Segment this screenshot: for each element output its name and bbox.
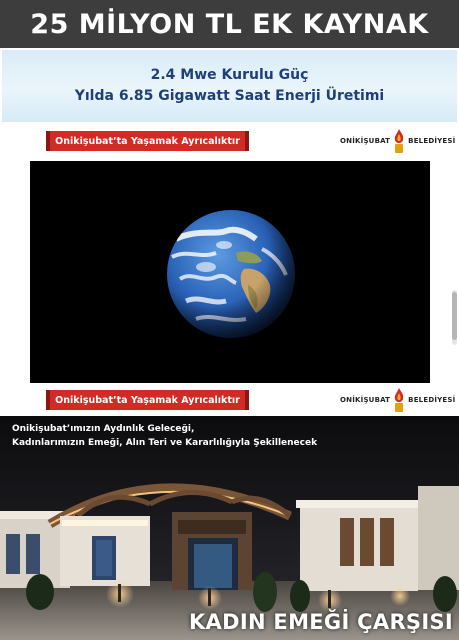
municipality-brand <box>340 386 455 414</box>
scrollbar[interactable] <box>452 290 457 345</box>
brand-name-right: BELEDİYESİ <box>408 137 456 145</box>
slogan-banner <box>50 131 245 151</box>
municipality-brand <box>340 127 455 155</box>
bazaar-rendering-image <box>0 416 459 640</box>
earth-video-player[interactable] <box>30 161 430 383</box>
headline-text: 25 MİLYON TL EK KAYNAK <box>30 8 429 40</box>
slogan-text: Onikişubat’ta Yaşamak Ayrıcalıktır <box>55 135 240 147</box>
energy-slide <box>0 0 459 158</box>
video-slide <box>0 158 459 414</box>
caption-line-1: Onikişubat’ımızın Aydınlık Geleceği, <box>12 424 195 434</box>
brand-name-left: ONİKİŞUBAT <box>340 396 391 404</box>
slide-footer <box>0 383 459 417</box>
municipality-flame-logo-icon <box>392 387 406 413</box>
headline-bar <box>0 0 459 48</box>
municipality-flame-logo-icon <box>392 128 406 154</box>
slogan-banner <box>50 390 245 410</box>
caption-line-2: Kadınlarımızın Emeği, Alın Teri ve Kararlılığıyla Şekillenecek <box>12 438 318 448</box>
scrollbar-thumb[interactable] <box>452 292 457 340</box>
brand-name-left: ONİKİŞUBAT <box>340 137 391 145</box>
slogan-text: Onikişubat’ta Yaşamak Ayrıcalıktır <box>55 394 240 406</box>
brand-name-right: BELEDİYESİ <box>408 396 456 404</box>
slide-footer <box>0 124 459 158</box>
womens-bazaar-slide <box>0 416 459 640</box>
installed-power-text: 2.4 Mwe Kurulu Güç <box>150 67 309 83</box>
earth-globe-icon <box>166 209 296 339</box>
annual-production-text: Yılda 6.85 Gigawatt Saat Enerji Üretimi <box>74 88 385 104</box>
bazaar-title: KADIN EMEĞİ ÇARŞISI <box>188 610 453 634</box>
energy-info-box <box>2 50 457 122</box>
